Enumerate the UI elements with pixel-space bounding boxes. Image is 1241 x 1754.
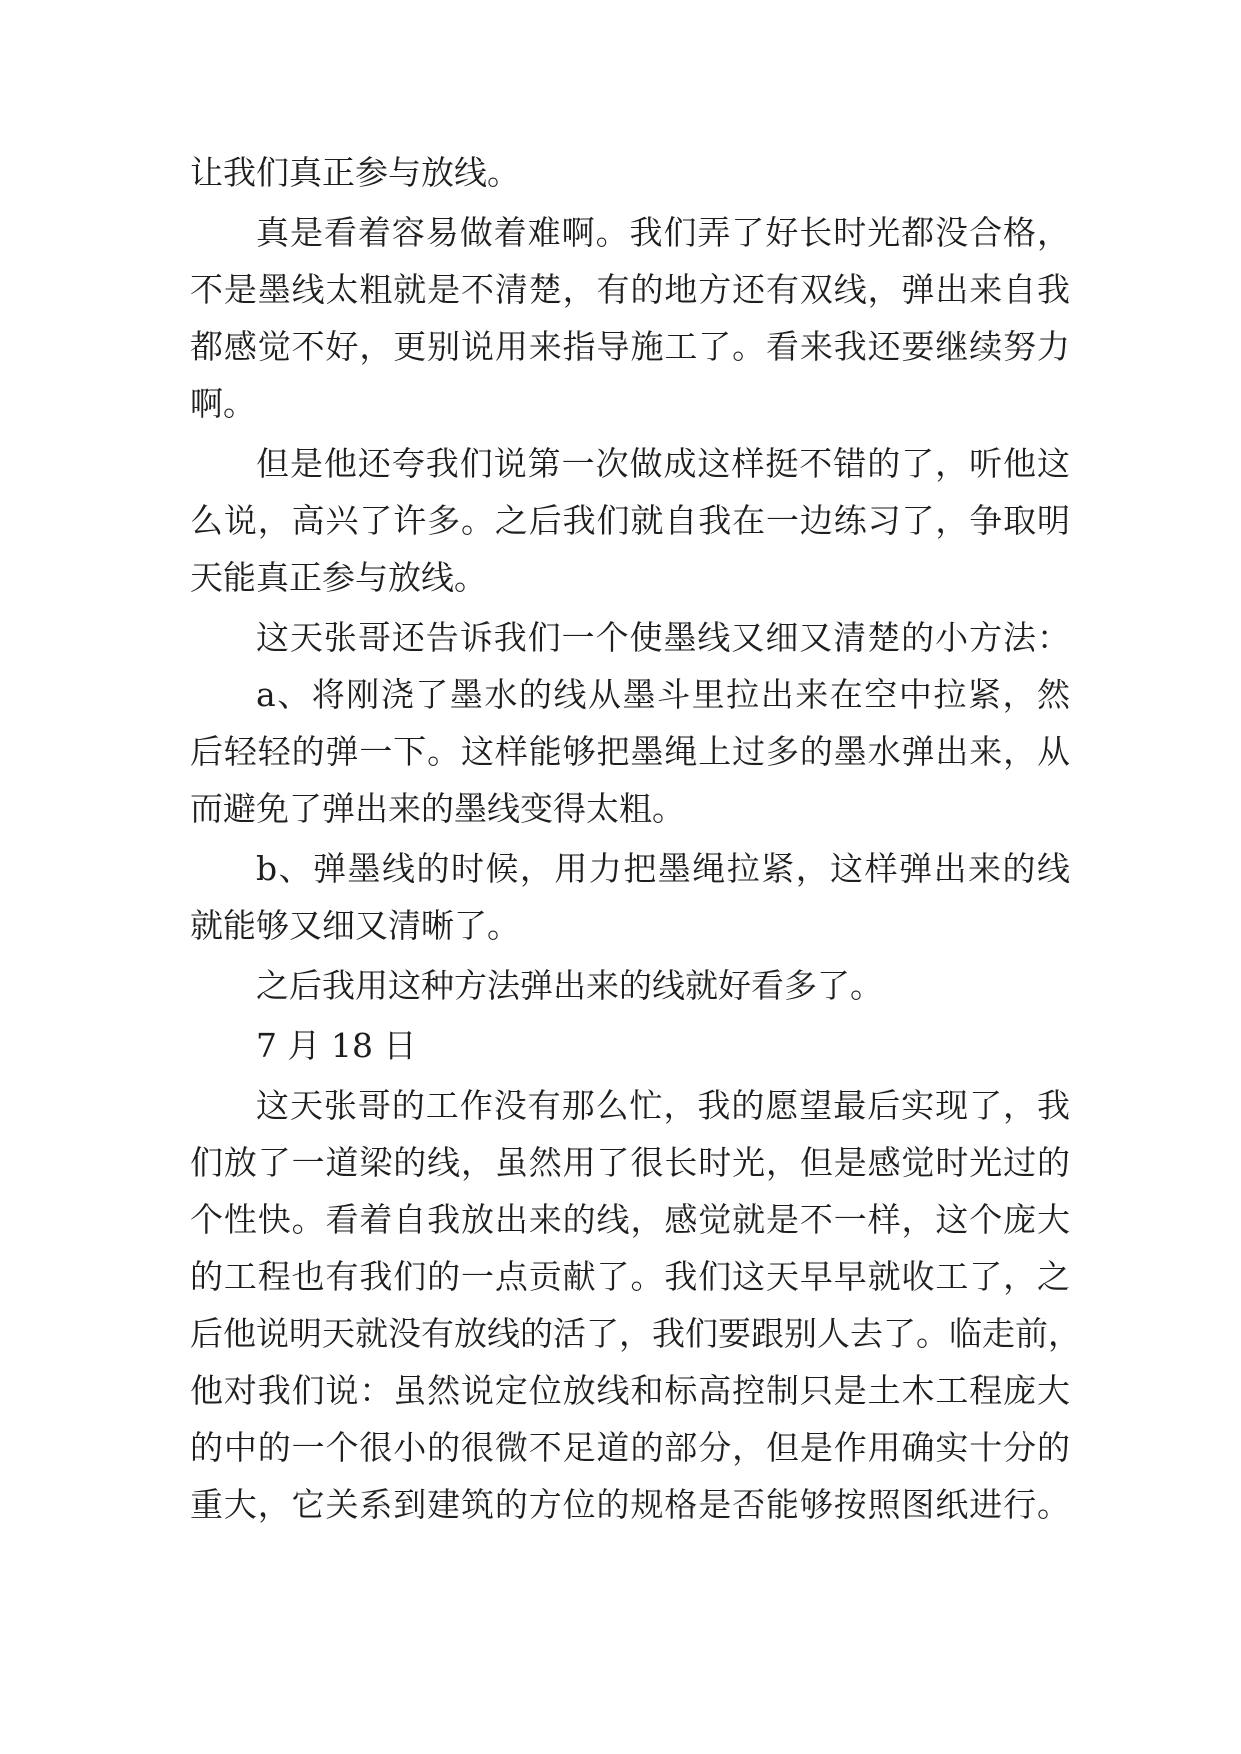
text-line-9: 这天张哥还告诉我们一个使墨线又细又清楚的小方法：	[256, 618, 1070, 657]
text-line-14: 就能够又细又清晰了。	[190, 906, 520, 945]
text-line-6: 但是他还夸我们说第一次做成这样挺不错的了，听他这	[256, 444, 1070, 483]
text-line-13: b、弹墨线的时候，用力把墨绳拉紧，这样弹出来的线	[256, 849, 1070, 888]
text-line-21: 后他说明天就没有放线的活了，我们要跟别人去了。临走前，	[190, 1314, 1081, 1353]
text-line-12: 而避免了弹出来的墨线变得太粗。	[190, 789, 685, 828]
text-line-7: 么说，高兴了许多。之后我们就自我在一边练习了，争取明	[190, 501, 1070, 540]
text-line-5: 啊。	[190, 384, 256, 423]
text-line-4: 都感觉不好，更别说用来指导施工了。看来我还要继续努力	[190, 327, 1070, 366]
text-line-17: 这天张哥的工作没有那么忙，我的愿望最后实现了，我	[256, 1086, 1070, 1125]
text-line-2: 真是看着容易做着难啊。我们弄了好长时光都没合格，	[256, 213, 1070, 252]
text-line-11: 后轻轻的弹一下。这样能够把墨绳上过多的墨水弹出来，从	[190, 732, 1070, 771]
text-line-20: 的工程也有我们的一点贡献了。我们这天早早就收工了，之	[190, 1257, 1070, 1296]
text-line-10: a、将刚浇了墨水的线从墨斗里拉出来在空中拉紧，然	[256, 675, 1070, 714]
text-line-1: 让我们真正参与放线。	[190, 153, 520, 192]
text-line-24: 重大，它关系到建筑的方位的规格是否能够按照图纸进行。	[190, 1485, 1070, 1524]
date-heading: 7 月 18 日	[256, 1026, 417, 1065]
text-line-15: 之后我用这种方法弹出来的线就好看多了。	[256, 966, 883, 1005]
text-line-19: 个性快。看着自我放出来的线，感觉就是不一样，这个庞大	[190, 1200, 1070, 1239]
text-line-22: 他对我们说：虽然说定位放线和标高控制只是土木工程庞大	[190, 1371, 1070, 1410]
text-line-3: 不是墨线太粗就是不清楚，有的地方还有双线，弹出来自我	[190, 270, 1070, 309]
text-line-23: 的中的一个很小的很微不足道的部分，但是作用确实十分的	[190, 1428, 1070, 1467]
text-line-18: 们放了一道梁的线，虽然用了很长时光，但是感觉时光过的	[190, 1143, 1070, 1182]
text-line-8: 天能真正参与放线。	[190, 558, 487, 597]
